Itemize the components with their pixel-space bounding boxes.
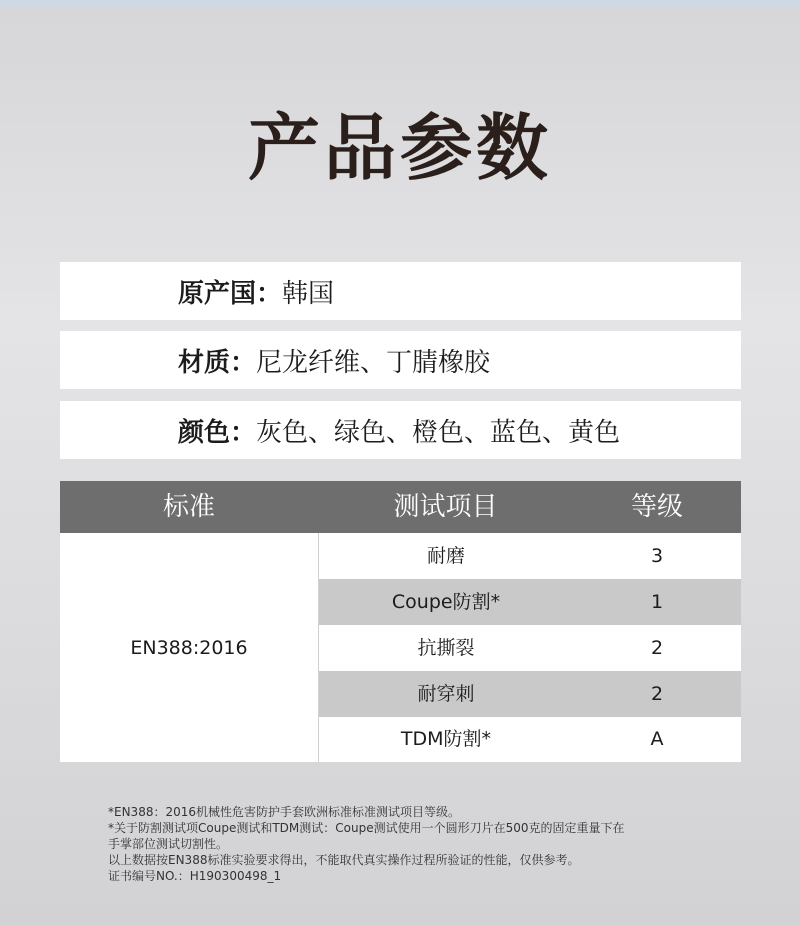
grade-cell: 2: [650, 683, 664, 705]
test-item-cell: Coupe防割*: [391, 591, 501, 613]
top-strip: [0, 0, 800, 8]
footnote-line: *EN388：2016机械性危害防护手套欧洲标准标准测试项目等级。: [108, 805, 461, 819]
grade-cell: 1: [650, 591, 664, 613]
origin-value: 韩国: [282, 278, 335, 309]
grade-cell: 2: [650, 637, 664, 659]
table-row: [319, 625, 741, 671]
origin-row: [60, 262, 741, 320]
table-row: [319, 533, 741, 579]
color-label: 颜色：: [178, 417, 257, 448]
table-row: [319, 579, 741, 625]
table-row: [319, 671, 741, 717]
footnote-line: 证书编号NO.：H190300498_1: [108, 869, 282, 883]
footnotes: [108, 804, 728, 884]
color-value: 灰色、绿色、橙色、蓝色、黄色: [256, 417, 621, 448]
material-row: [60, 331, 741, 389]
test-item-cell: 耐磨: [426, 545, 465, 567]
standard-cell: EN388:2016: [60, 533, 318, 762]
footnote-line: *关于防割测试项Coupe测试和TDM测试：Coupe测试使用一个圆形刀片在500克的固定重量下在: [108, 821, 625, 835]
material-label: 材质：: [178, 347, 257, 378]
color-row: [60, 401, 741, 459]
spec-table: [60, 481, 741, 762]
origin-label: 原产国：: [178, 278, 283, 309]
material-value: 尼龙纤维、丁腈橡胶: [256, 347, 491, 378]
grade-cell: 3: [650, 545, 664, 567]
test-item-cell: TDM防割*: [400, 728, 492, 750]
header-test-item: 测试项目: [393, 492, 498, 522]
grade-cell: A: [650, 728, 664, 750]
footnote-line: 以上数据按EN388标准实验要求得出，不能取代真实操作过程所验证的性能，仅供参考。: [108, 853, 580, 867]
footnote-line: 手掌部位测试切割性。: [108, 837, 229, 851]
page-title: 产品参数: [247, 106, 552, 190]
header-standard: 标准: [162, 492, 215, 522]
test-item-cell: 抗撕裂: [417, 637, 475, 659]
table-row: [319, 716, 741, 762]
header-grade: 等级: [630, 492, 683, 522]
spec-table-header: [60, 481, 741, 533]
test-item-cell: 耐穿刺: [417, 683, 475, 705]
